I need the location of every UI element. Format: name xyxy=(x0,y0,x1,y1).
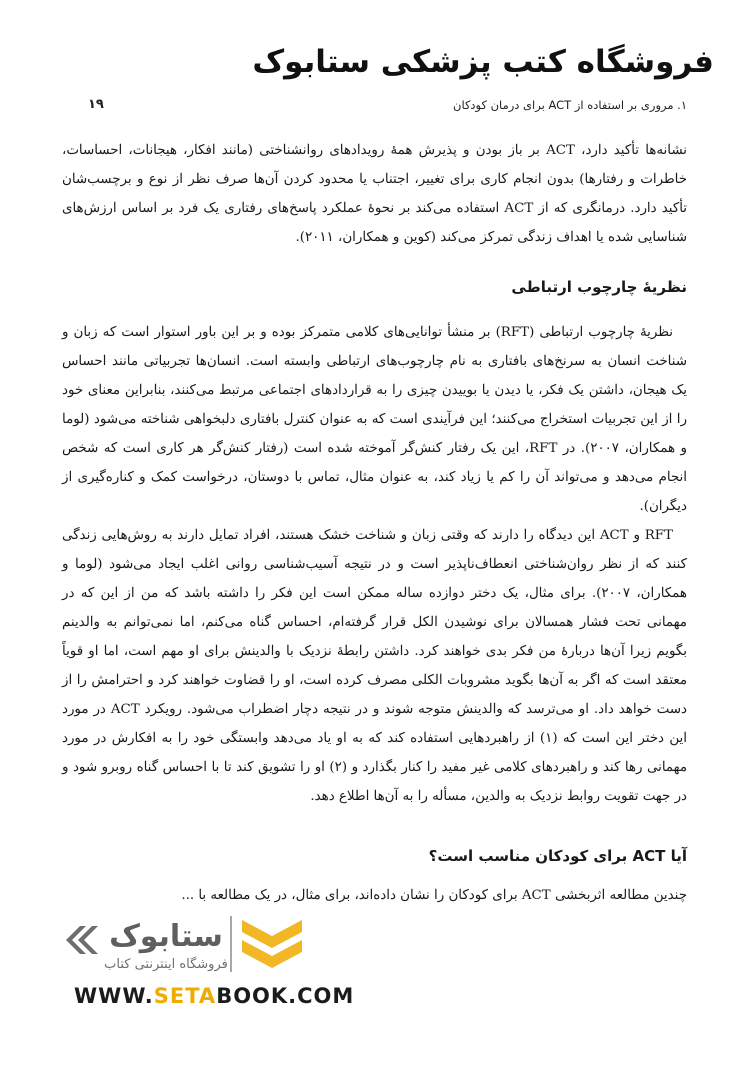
section-heading-rft: نظریهٔ چارچوب ارتباطی xyxy=(511,278,687,296)
url-suffix: BOOK.COM xyxy=(216,984,355,1008)
double-chevron-icon xyxy=(66,926,98,954)
section-heading-act-kids: آیا ACT برای کودکان مناسب است؟ xyxy=(428,847,687,865)
intro-paragraph: نشانه‌ها تأکید دارد، ACT بر باز بودن و پذیرش همهٔ رویدادهای روانشناختی (مانند افکار، هیجانات، احساسات، خاطرات و رفتارها) بدون انجام کاری برای تغییر، اجتناب یا محدود کردن آن‌ها صرف نظر از نوع و برچسب‌شان تأکید دارد. درمانگری که از ACT استفاده می‌کند بر نحوهٔ عملکرد پاسخ‌های رفتاری یک فرد بر اساس ارزش‌های شناسایی شده یا اهداف زندگی تمرکز می‌کند (کوین و همکاران، ۲۰۱۱). xyxy=(62,143,687,245)
act-kids-paragraph-1: چندین مطالعه اثربخشی ACT برای کودکان را نشان داده‌اند، برای مثال، در یک مطالعه با ... xyxy=(181,888,687,903)
logo-name: ستابوک xyxy=(109,919,223,954)
page-number: ۱۹ xyxy=(88,97,104,112)
store-title: فروشگاه کتب پزشکی ستابوک xyxy=(252,44,714,80)
url-accent: SETA xyxy=(153,984,217,1008)
watermark-url xyxy=(74,984,374,1008)
setabook-watermark-logo xyxy=(58,906,318,986)
book-chevron-icon xyxy=(242,920,302,968)
logo-tagline: فروشگاه اینترنتی کتاب xyxy=(104,957,228,972)
page-body xyxy=(62,136,687,910)
running-header xyxy=(88,94,687,116)
rft-paragraph-1: نظریهٔ چارچوب ارتباطی (RFT) بر منشأ توانایی‌های کلامی متمرکز بوده و بر این باور استوار است که زبان و شناخت انسان به سرنخ‌های بافتاری به نام چارچوب‌های ارتباطی وابسته است. انسان‌ها تجربیاتی مانند احساس یک هیجان، داشتن یک فکر، یا دیدن یا بوییدن چیزی را به قراردادهای اجتماعی مرتبط می‌کنند، بنابراین معنای خود را از این تجربیات استخراج می‌کنند؛ این فرآیندی است که به عنوان کنترل بافتاری دلبخواهی شناخته می‌شود (لوما و همکاران، ۲۰۰۷). در RFT، این یک رفتار کنش‌گر آموخته شده است (رفتار کنش‌گر هر کاری است که شخص انجام می‌دهد و می‌تواند آن را کم یا زیاد کند، به عنوان مثال، تماس با دوستان، درخواست کمک و کناره‌گیری از دیگران). xyxy=(62,325,687,514)
rft-paragraph-2: RFT و ACT این دیدگاه را دارند که وقتی زبان و شناخت خشک هستند، افراد تمایل دارند به روش‌هایی زندگی کنند که از نظر روان‌شناختی انعطاف‌ناپذیر است و در نتیجه آسیب‌شناسی روانی اغلب ایجاد می‌شود (لوما و همکاران، ۲۰۰۷). برای مثال، یک دختر دوازده ساله ممکن است این فکر را داشته باشد که من از این که در مهمانی تحت فشار همسالان برای نوشیدن الکل قرار گرفته‌ام، احساس گناه می‌کنم، اما نمی‌توانم به والدینم بگویم زیرا آن‌ها دربارهٔ من فکر بدی خواهند کرد. داشتن رابطهٔ نزدیک با والدینش برای او مهم است، اما او قویاً معتقد است که اگر به آن‌ها بگوید مشروبات الکلی مصرف کرده است، او را قضاوت خواهند کرد و احترامش را از دست خواهد داد. او می‌ترسد که والدینش متوجه شوند و در نتیجه دچار اضطراب می‌شود. رویکرد ACT در مورد این دختر این است که (۱) از راهبردهایی استفاده کند که به او یاد می‌دهد وابستگی خود را به افکارش در مورد مهمانی رها کند و راهبردهای کلامی غیر مفید را کنار بگذارد و (۲) او را تشویق کند تا با احساس گناه روبرو شود و در جهت تقویت روابط نزدیک به والدین، مسأله را به آن‌ها اطلاع دهد. xyxy=(62,528,687,804)
url-prefix: WWW. xyxy=(74,984,154,1008)
chapter-title: ۱. مروری بر استفاده از ACT برای درمان کودکان xyxy=(453,98,687,112)
